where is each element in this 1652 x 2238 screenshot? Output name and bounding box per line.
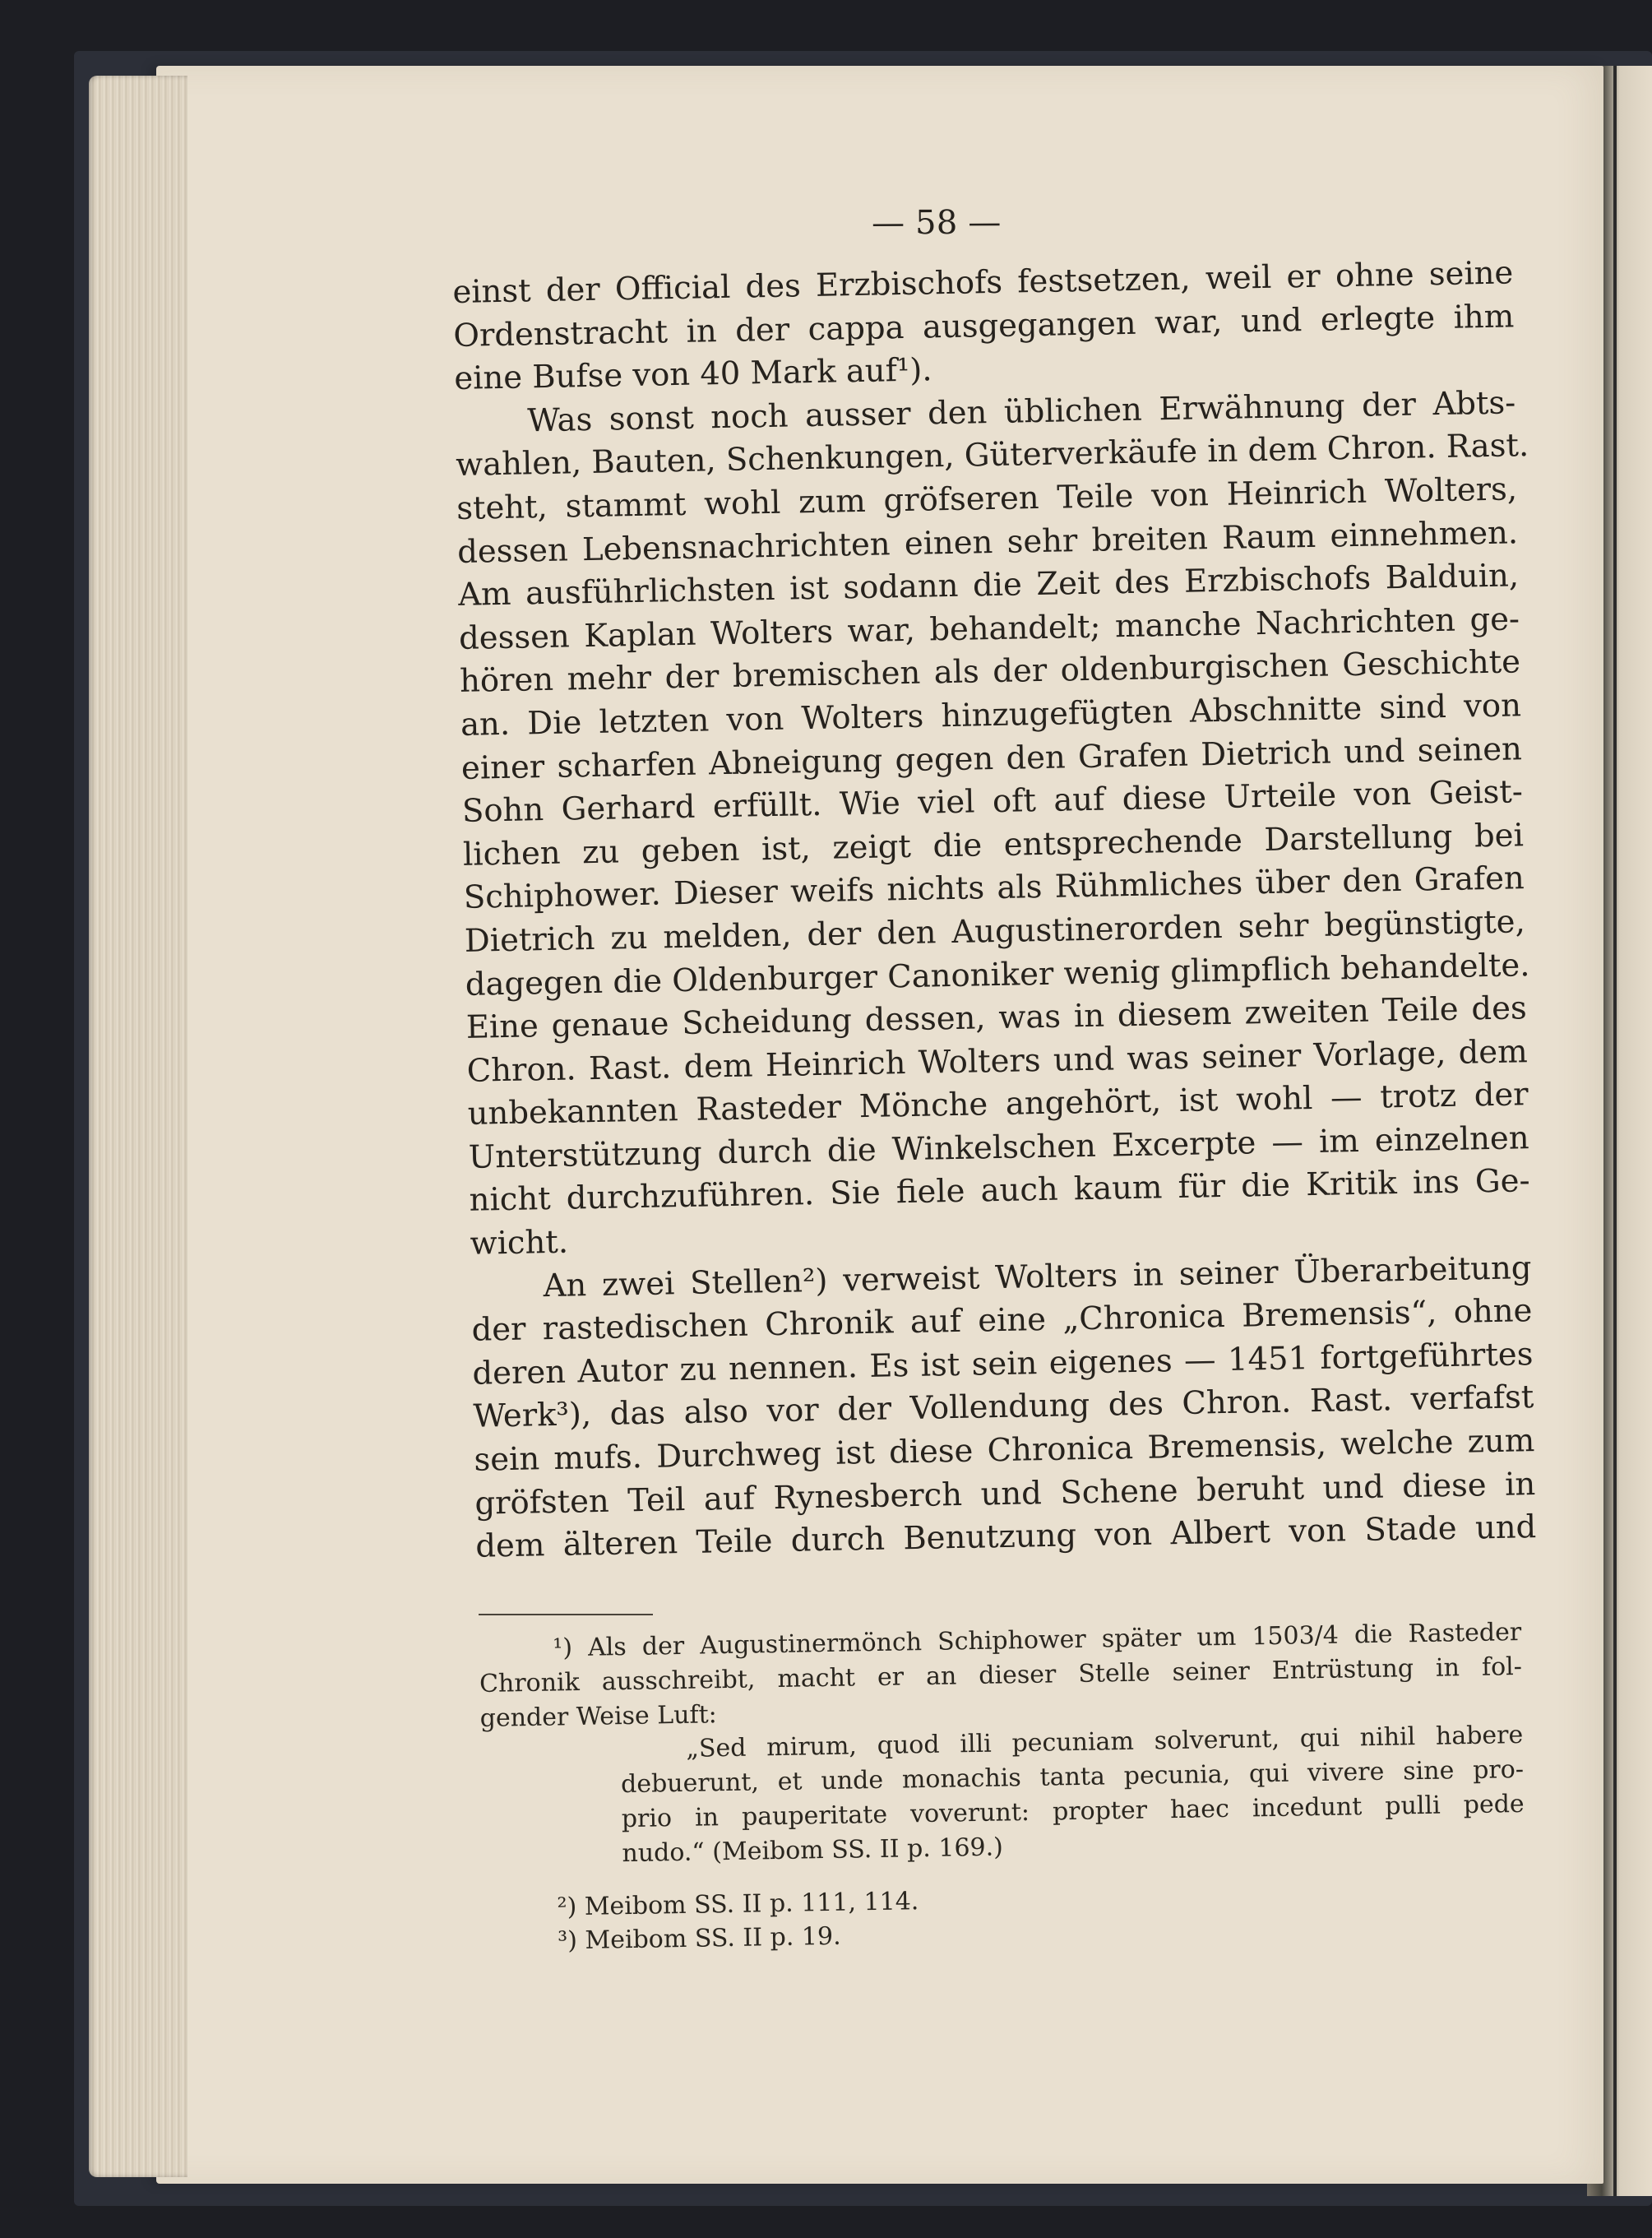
body-line: An zwei Stellen²) verweist Wolters in seiner Überarbeitung <box>543 1249 1532 1304</box>
body-line: lichen zu geben ist, zeigt die entsprechende Darstellung bei <box>462 816 1525 873</box>
body-line: Eine genaue Scheidung dessen, was in diesem zweiten Teile des <box>465 989 1528 1046</box>
body-line: einer scharfen Abneigung gegen den Grafen Dietrich und seinen <box>460 730 1523 787</box>
footnotes <box>479 1615 1526 1960</box>
body-line: der rastedischen Chronik auf eine „Chronica Bremensis“, ohne <box>471 1292 1533 1350</box>
body-line: an. Die letzten von Wolters hinzugefügten Abschnitte sind von <box>460 687 1522 744</box>
body-line: Chron. Rast. dem Heinrich Wolters und was seiner Vorlage, dem <box>466 1032 1529 1090</box>
body-line: hören mehr der bremischen als der oldenburgischen Geschichte <box>459 643 1521 701</box>
body-line: wahlen, Bauten, Schenkungen, Güterverkäufe in dem Chron. Rast. <box>455 427 1529 484</box>
body-line: nicht durchzuführen. Sie fiele auch kaum für die Kritik ins Ge- <box>469 1162 1530 1220</box>
page-edges <box>89 76 187 2177</box>
body-line: gröfsten Teil auf Rynesberch und Schene beruht und diese in <box>474 1465 1536 1522</box>
body-line: Ordenstracht in der cappa ausgegangen war, und erlegte ihm <box>453 297 1515 354</box>
body-line: dessen Lebensnachrichten einen sehr breiten Raum einnehmen. <box>456 513 1519 571</box>
footnote-quote-line: prio in pauperitate voverunt: propter haec incedunt pulli pede <box>621 1789 1525 1834</box>
body-line: dessen Kaplan Wolters war, behandelt; manche Nachrichten ge- <box>458 600 1520 657</box>
body-line: eine Bufse von 40 Mark auf¹). <box>453 351 932 398</box>
page-number: — 58 — <box>871 203 1002 243</box>
body-line: unbekannten Rasteder Mönche angehört, ist wohl — trotz der <box>467 1076 1529 1133</box>
body-line: Sohn Gerhard erfüllt. Wie viel oft auf diese Urteile von Geist- <box>461 773 1524 831</box>
footnote-rule <box>479 1614 653 1615</box>
footnote-quote-line: „Sed mirum, quod illi pecuniam solverunt, qui nihil habere <box>686 1721 1524 1764</box>
body-line: dem älteren Teile durch Benutzung von Albert von Stade und <box>475 1508 1537 1565</box>
footnote-3: ³) Meibom SS. II p. 19. <box>557 1922 841 1956</box>
body-line: Am ausführlichsten ist sodann die Zeit des Erzbischofs Balduin, <box>457 557 1520 614</box>
body-line: steht, stammt wohl zum gröfseren Teile von Heinrich Wolters, <box>456 470 1518 527</box>
gutter-shadow-line <box>1613 66 1617 2196</box>
footnote-1-line: gender Weise Luft: <box>479 1699 718 1733</box>
body-line: Unterstützung durch die Winkelschen Excerpte — im einzelnen <box>468 1119 1529 1176</box>
body-line: Was sonst noch ausser den üblichen Erwähnung der Abts- <box>526 384 1516 440</box>
body-line: Schiphower. Dieser weifs nichts als Rühmliches über den Grafen <box>463 860 1525 917</box>
body-line: deren Autor zu nennen. Es ist sein eigenes — 1451 fortgeführtes <box>472 1335 1534 1392</box>
footnote-2: ²) Meibom SS. II p. 111, 114. <box>557 1886 919 1922</box>
body-line: wicht. <box>470 1223 569 1263</box>
body-line: Werk³), das also vor der Vollendung des Chron. Rast. verfafst <box>473 1378 1534 1436</box>
body-line: sein mufs. Durchweg ist diese Chronica Bremensis, welche zum <box>474 1422 1535 1479</box>
body-line: einst der Official des Erzbischofs festsetzen, weil er ohne seine <box>452 254 1514 311</box>
body-text <box>452 252 1537 1568</box>
footnote-quote-line: nudo.“ (Meibom SS. II p. 169.) <box>622 1833 1004 1868</box>
body-line: dagegen die Oldenburger Canoniker wenig glimpflich behandelte. <box>465 946 1530 1003</box>
body-line: Dietrich zu melden, der den Augustinerorden sehr begünstigte, <box>464 903 1526 960</box>
footnote-1-line: ¹) Als der Augustinermönch Schiphower später um 1503/4 die Rasteder <box>553 1617 1522 1663</box>
footnote-quote-line: debuerunt, et unde monachis tanta pecunia, qui vivere sine pro- <box>620 1755 1525 1800</box>
footnote-1-line: Chronik ausschreibt, macht er an dieser Stelle seiner Entrüstung in fol- <box>479 1652 1523 1698</box>
